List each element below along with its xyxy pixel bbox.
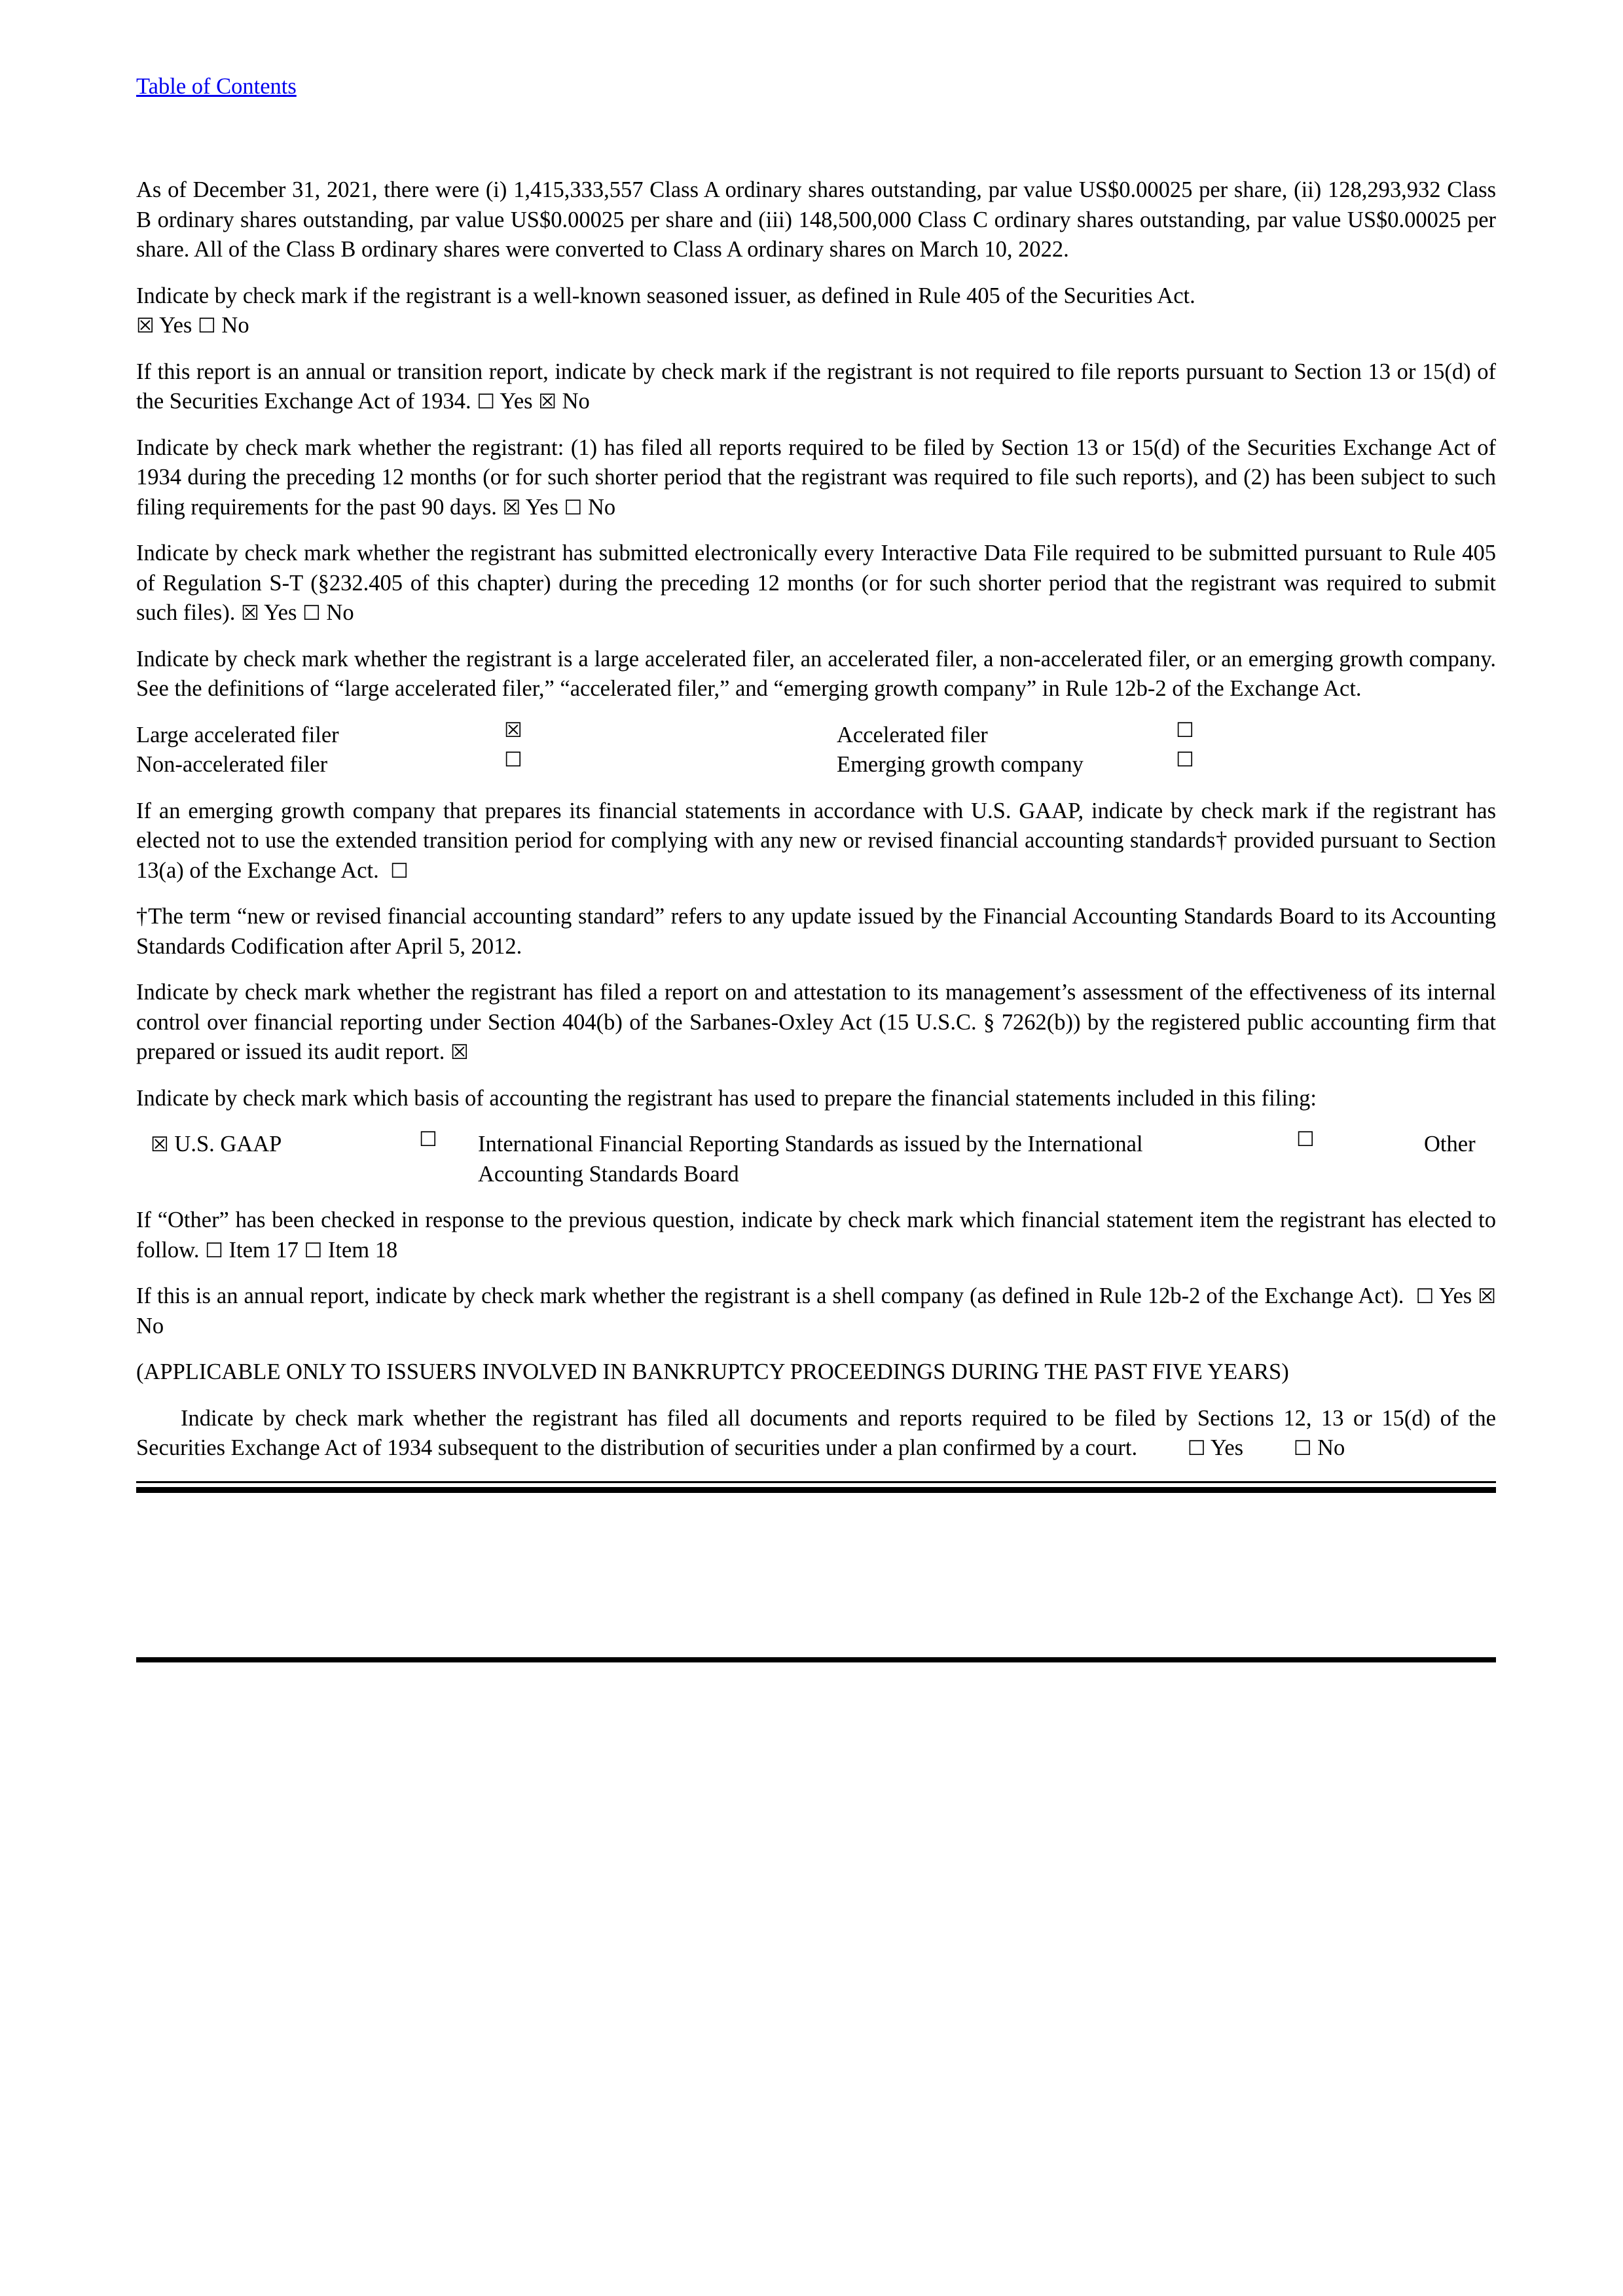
shell-company-yes-label: Yes [1439, 1283, 1472, 1308]
bankruptcy-no-checkbox[interactable]: ☐ [1293, 1437, 1312, 1460]
us-gaap-label: U.S. GAAP [174, 1132, 282, 1157]
item-18-label: Item 18 [327, 1237, 398, 1263]
shares-outstanding-paragraph: As of December 31, 2021, there were (i) 1,415,333,557 Class A ordinary shares outstanding, par value US$0.00025 per share, (ii) 128,293,932 Class B ordinary shares outstanding, par value US$0.00025 per share and (iii) 148,500,000 Class C ordinary shares outstanding, par value US$0.00025 per share. All of the Class B ordinary shares were converted to Class A ordinary shares on March 10, 2022. [136, 177, 1496, 262]
icfr-attestation-question [136, 978, 1496, 1067]
emerging-growth-company-checkbox[interactable]: ☐ [1176, 748, 1194, 772]
bankruptcy-no-label: No [1317, 1435, 1345, 1460]
bankruptcy-yes-label: Yes [1210, 1435, 1244, 1460]
wksi-no-label: No [221, 313, 249, 338]
shell-company-question-text: If this is an annual report, indicate by check mark whether the registrant is a shell company (as defined in Rule 12b-2 of the Exchange [136, 1283, 1354, 1308]
not-required-no-label: No [562, 389, 590, 414]
cover-page-content [136, 175, 1496, 1493]
wksi-question [136, 281, 1496, 341]
other-item-question-text: If “Other” has been checked in response to the previous question, indicate by check mark which financial statement item the registrant has elected to follow. [136, 1208, 1496, 1263]
filed-all-reports-yes-label: Yes [525, 494, 558, 520]
filed-all-reports-no-checkbox[interactable]: ☐ [564, 495, 583, 520]
accelerated-filer-checkbox[interactable]: ☐ [1176, 718, 1194, 742]
accounting-standard-footnote: †The term “new or revised financial accounting standard” refers to any update issued by the Financial Accounting Standards Board to its Accounting Standards Codification after April 5, 2012. [136, 904, 1496, 959]
not-required-yes-label: Yes [500, 389, 533, 414]
page-bottom-rule [136, 1657, 1496, 1662]
wksi-yes-checkbox[interactable]: ☒ [136, 314, 155, 338]
non-accelerated-filer-checkbox[interactable]: ☐ [504, 748, 522, 772]
interactive-data-yes-label: Yes [264, 600, 297, 625]
us-gaap-checkbox[interactable]: ☒ [151, 1133, 169, 1157]
not-required-no-checkbox[interactable]: ☒ [538, 390, 557, 414]
shell-company-no-checkbox[interactable]: ☒ [1478, 1285, 1497, 1308]
filer-type-question: Indicate by check mark whether the registrant is a large accelerated filer, an accelerated filer, a non-accelerated filer, or an emerging growth company. See the definitions of “large accelerated filer,” “accelerated filer,” and “emerging growth company” in Rule 12b-2 of the Exchange Act. [136, 646, 1496, 701]
large-accelerated-filer-label: Large accelerated filer [136, 722, 339, 747]
bankruptcy-heading: (APPLICABLE ONLY TO ISSUERS INVOLVED IN BANKRUPTCY PROCEEDINGS DURING THE PAST FIVE YEARS) [136, 1359, 1289, 1384]
bankruptcy-question [136, 1404, 1496, 1463]
not-required-question-text: If this report is an annual or transition report, indicate by check mark if the registrant is not required to file reports pursuant to Section 13 or 15(d) of the Securities Exchange Act of 1934. [136, 359, 1496, 414]
wksi-no-checkbox[interactable]: ☐ [197, 314, 216, 338]
other-item-question [136, 1206, 1496, 1265]
interactive-data-yes-checkbox[interactable]: ☒ [241, 601, 259, 625]
accounting-basis-options [136, 1130, 1496, 1189]
interactive-data-no-checkbox[interactable]: ☐ [302, 601, 321, 625]
filed-all-reports-question [136, 433, 1496, 523]
accounting-basis-question: Indicate by check mark which basis of accounting the registrant has used to prepare the financial statements included in this filing: [136, 1085, 1317, 1111]
double-rule-divider [136, 1481, 1496, 1493]
thin-rule [136, 1481, 1496, 1483]
egc-transition-checkbox[interactable]: ☐ [390, 859, 409, 883]
accelerated-filer-label: Accelerated filer [837, 722, 988, 747]
item-17-checkbox[interactable]: ☐ [205, 1238, 223, 1263]
not-required-question [136, 357, 1496, 417]
egc-transition-question [136, 797, 1496, 886]
bankruptcy-question-text: Indicate by check mark whether the registrant has filed all documents and reports required to be filed by Sections 12, 13 or 15(d) of the Securities Exchange Act of 1934 subsequent to the distribution of securities under a plan confirmed by a court. [136, 1405, 1496, 1460]
emerging-growth-company-label: Emerging growth company [837, 752, 1084, 777]
icfr-attestation-question-text: Indicate by check mark whether the registrant has filed a report on and attestation to its management’s assessment of the effectiveness of its internal control over financial reporting under Section 404(b) of the Sarbanes-Oxley Act (15 U.S.C. § 7262(b)) by the registered public accounting firm that prepared or issued its audit report. [136, 980, 1496, 1064]
interactive-data-question-text: Indicate by check mark whether the registrant has submitted electronically every Interactive Data File required to be submitted pursuant to Rule 405 of Regulation S-T (§232.405 of this chapter) during the preceding 12 months (or for such shorter period that the registrant was required to submit such files). [136, 541, 1496, 625]
shell-company-yes-checkbox[interactable]: ☐ [1415, 1285, 1434, 1308]
filed-all-reports-question-text: Indicate by check mark whether the registrant: (1) has filed all reports required to be filed by Section 13 or 15(d) of the Securities Exchange Act of 1934 during the preceding 12 months (or for such shorter period that the registrant was required to file such reports), and (2) has been subject to such filing requirements for the past 90 days. [136, 435, 1496, 520]
item-18-checkbox[interactable]: ☐ [304, 1238, 323, 1263]
other-basis-label: Other [1424, 1132, 1476, 1157]
other-basis-checkbox[interactable]: ☐ [1296, 1128, 1315, 1151]
shell-company-question [136, 1282, 1496, 1341]
ifrs-label: International Financial Reporting Standards as issued by the International Accounting Standards Board [478, 1132, 1143, 1187]
wksi-yes-label: Yes [159, 313, 192, 338]
bankruptcy-yes-checkbox[interactable]: ☐ [1187, 1437, 1206, 1460]
table-of-contents-link[interactable]: Table of Contents [136, 74, 297, 99]
ifrs-checkbox[interactable]: ☐ [419, 1128, 437, 1151]
not-required-yes-checkbox[interactable]: ☐ [477, 390, 496, 414]
filed-all-reports-yes-checkbox[interactable]: ☒ [502, 495, 521, 520]
interactive-data-no-label: No [326, 600, 354, 625]
filed-all-reports-no-label: No [587, 494, 616, 520]
thick-rule [136, 1487, 1496, 1493]
egc-transition-question-text: If an emerging growth company that prepares its financial statements in accordance with U.S. GAAP, indicate by check mark if the registrant has elected not to use the extended transition period for complying with any new or revised financial accounting standards† provided pursuant to Section 13(a) of the Exchange Act. [136, 798, 1496, 883]
shell-company-no-label: No [136, 1313, 164, 1338]
wksi-question-text: Indicate by check mark if the registrant is a well-known seasoned issuer, as defined in Rule 405 of the Securities Act. [136, 283, 1195, 308]
non-accelerated-filer-label: Non-accelerated filer [136, 752, 328, 777]
item-17-label: Item 17 [228, 1237, 299, 1263]
icfr-attestation-checkbox[interactable]: ☒ [450, 1041, 469, 1064]
shell-company-question-text-end: Act). [1358, 1283, 1404, 1308]
filer-type-options [136, 718, 1496, 780]
interactive-data-question [136, 539, 1496, 628]
large-accelerated-filer-checkbox[interactable]: ☒ [504, 718, 522, 742]
